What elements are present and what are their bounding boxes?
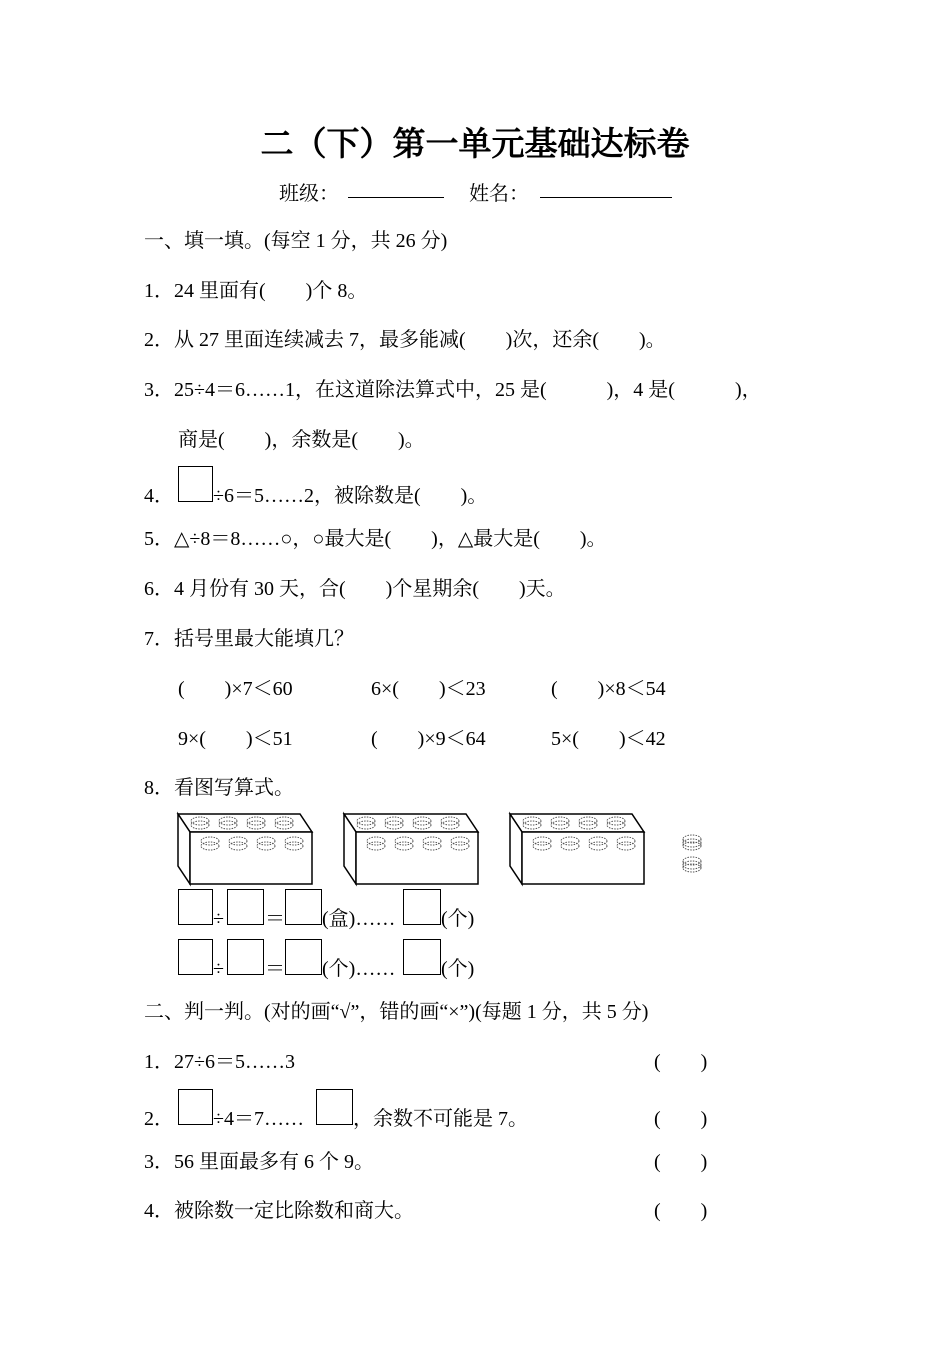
judge-mark-1[interactable]: ( ) [654, 1051, 708, 1073]
class-blank[interactable] [348, 197, 444, 198]
question-7: 7．括号里最大能填几？ [144, 628, 354, 650]
answer-box[interactable] [403, 939, 441, 975]
question-4-text: ÷6＝5……2，被除数是( )。 [213, 485, 488, 507]
equals-sign: ＝ [265, 908, 285, 930]
lego-brick [510, 814, 644, 884]
question-8: 8．看图写算式。 [144, 777, 294, 799]
question-1: 1．24 里面有( )个 8。 [144, 280, 368, 302]
q7-item-d: 9×( )＜51 [178, 728, 293, 750]
lego-stud [683, 835, 701, 850]
question-2: 2．从 27 里面连续减去 7，最多能减( )次，还余( )。 [144, 329, 666, 351]
unit-label: (个) [441, 958, 475, 980]
unit-label: (个) [441, 908, 475, 930]
question-3-line1: 3．25÷4＝6……1，在这道除法算式中，25 是( )，4 是( )， [144, 379, 762, 401]
answer-box[interactable] [178, 939, 213, 975]
q7-item-f: 5×( )＜42 [551, 728, 666, 750]
question-5: 5．△÷8＝8……○，○最大是( )，△最大是( )。 [144, 528, 607, 550]
judge-mark-2[interactable]: ( ) [654, 1108, 708, 1130]
judge-item-4: 4．被除数一定比除数和商大。 [144, 1200, 414, 1222]
answer-box[interactable] [403, 889, 441, 925]
q7-item-b: 6×( )＜23 [371, 678, 486, 700]
answer-box[interactable] [178, 1089, 213, 1125]
unit-label: (个)…… [322, 958, 396, 980]
name-label: 姓名： [469, 183, 529, 205]
lego-brick [344, 814, 478, 884]
q7-item-a: ( )×7＜60 [178, 678, 293, 700]
judge-item-1: 1．27÷6＝5……3 [144, 1051, 295, 1073]
answer-box[interactable] [178, 466, 213, 502]
lego-stud [683, 857, 701, 872]
answer-box[interactable] [227, 939, 264, 975]
answer-box[interactable] [285, 889, 322, 925]
answer-box[interactable] [316, 1089, 353, 1125]
question-4-number: 4． [144, 485, 174, 507]
q7-item-c: ( )×8＜54 [551, 678, 666, 700]
divide-sign: ÷ [213, 908, 224, 930]
lego-bricks-illustration [174, 810, 719, 888]
answer-box[interactable] [285, 939, 322, 975]
judge-item-2-number: 2． [144, 1108, 174, 1130]
judge-item-2-middle: ÷4＝7…… [213, 1108, 304, 1130]
judge-mark-3[interactable]: ( ) [654, 1151, 708, 1173]
q7-item-e: ( )×9＜64 [371, 728, 486, 750]
answer-box[interactable] [227, 889, 264, 925]
equals-sign: ＝ [265, 958, 285, 980]
judge-mark-4[interactable]: ( ) [654, 1200, 708, 1222]
question-3-line2: 商是( )，余数是( )。 [178, 429, 425, 451]
lego-brick [178, 814, 312, 884]
judge-item-2-tail: ，余数不可能是 7。 [353, 1108, 528, 1130]
class-label: 班级： [279, 183, 339, 205]
section2-heading: 二、判一判。(对的画“√”，错的画“×”)(每题 1 分，共 5 分) [144, 1001, 649, 1023]
answer-box[interactable] [178, 889, 213, 925]
section1-heading: 一、填一填。(每空 1 分，共 26 分) [144, 230, 448, 252]
divide-sign: ÷ [213, 958, 224, 980]
name-blank[interactable] [540, 197, 672, 198]
unit-label: (盒)…… [322, 908, 396, 930]
judge-item-3: 3．56 里面最多有 6 个 9。 [144, 1151, 374, 1173]
question-6: 6．4 月份有 30 天，合( )个星期余( )天。 [144, 578, 566, 600]
page-title: 二（下）第一单元基础达标卷 [260, 124, 690, 163]
